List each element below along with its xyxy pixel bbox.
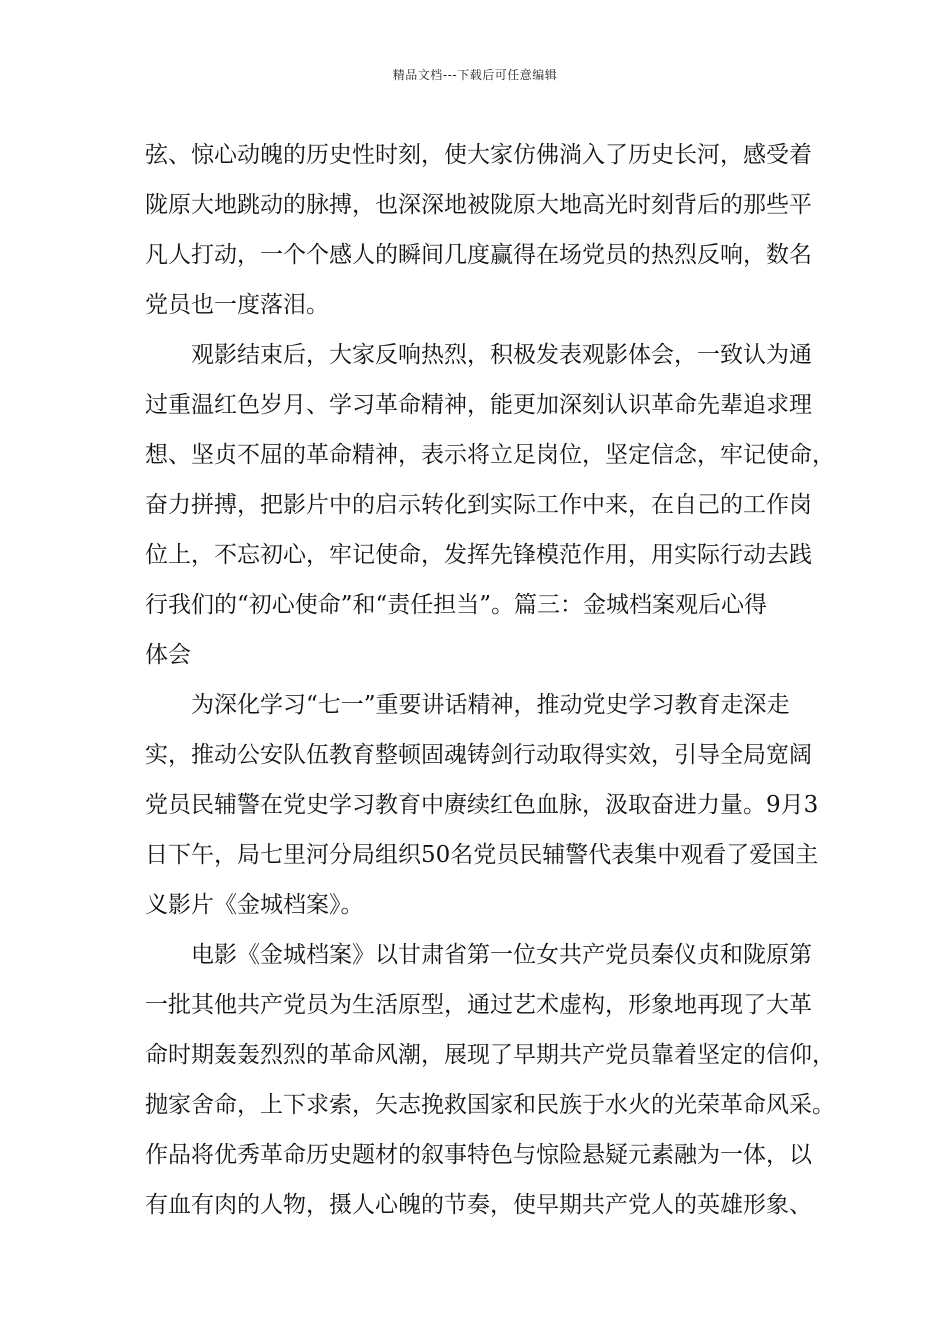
text-line: 有血有肉的人物，摄人心魄的节奏，使早期共产党人的英雄形象、 bbox=[145, 1192, 812, 1218]
text-line: 观影结束后，大家反响热烈，积极发表观影体会，一致认为通 bbox=[191, 342, 812, 368]
text-line: 凡人打动，一个个感人的瞬间几度赢得在场党员的热烈反响，数名 bbox=[145, 242, 812, 268]
text-line: 行我们的“初心使命”和“责任担当”。篇三：金城档案观后心得 bbox=[145, 592, 768, 618]
text-line: 电影《金城档案》以甘肃省第一位女共产党员秦仪贞和陇原第 bbox=[191, 942, 812, 968]
text-line: 党员民辅警在党史学习教育中赓续红色血脉，汲取奋进力量。9月3 bbox=[145, 792, 819, 818]
text-line: 为深化学习“七一”重要讲话精神，推动党史学习教育走深走 bbox=[191, 692, 790, 718]
page-header: 精品文档---下载后可任意编辑 bbox=[392, 68, 558, 82]
text-line: 日下午，局七里河分局组织50名党员民辅警代表集中观看了爱国主 bbox=[145, 842, 819, 868]
text-line: 党员也一度落泪。 bbox=[145, 292, 329, 318]
text-line: 命时期轰轰烈烈的革命风潮，展现了早期共产党员靠着坚定的信仰， bbox=[145, 1042, 835, 1068]
text-line: 奋力拼搏，把影片中的启示转化到实际工作中来，在自己的工作岗 bbox=[145, 492, 812, 518]
text-line: 位上，不忘初心，牢记使命，发挥先锋模范作用，用实际行动去践 bbox=[145, 542, 812, 568]
text-line: 弦、惊心动魄的历史性时刻，使大家仿佛淌入了历史长河，感受着 bbox=[145, 142, 812, 168]
text-line: 实，推动公安队伍教育整顿固魂铸剑行动取得实效，引导全局宽阔 bbox=[145, 742, 812, 768]
text-line: 抛家舍命，上下求索，矢志挽救国家和民族于水火的光荣革命风采。 bbox=[145, 1092, 835, 1118]
text-line: 一批其他共产党员为生活原型，通过艺术虚构，形象地再现了大革 bbox=[145, 992, 812, 1018]
document-body bbox=[145, 130, 835, 1230]
text-line: 想、坚贞不屈的革命精神，表示将立足岗位，坚定信念，牢记使命， bbox=[145, 442, 835, 468]
text-line: 过重温红色岁月、学习革命精神，能更加深刻认识革命先辈追求理 bbox=[145, 392, 812, 418]
text-line: 体会 bbox=[145, 642, 191, 668]
text-line: 陇原大地跳动的脉搏，也深深地被陇原大地高光时刻背后的那些平 bbox=[145, 192, 812, 218]
text-line: 作品将优秀革命历史题材的叙事特色与惊险悬疑元素融为一体，以 bbox=[145, 1142, 812, 1168]
text-line: 义影片《金城档案》。 bbox=[145, 892, 364, 918]
